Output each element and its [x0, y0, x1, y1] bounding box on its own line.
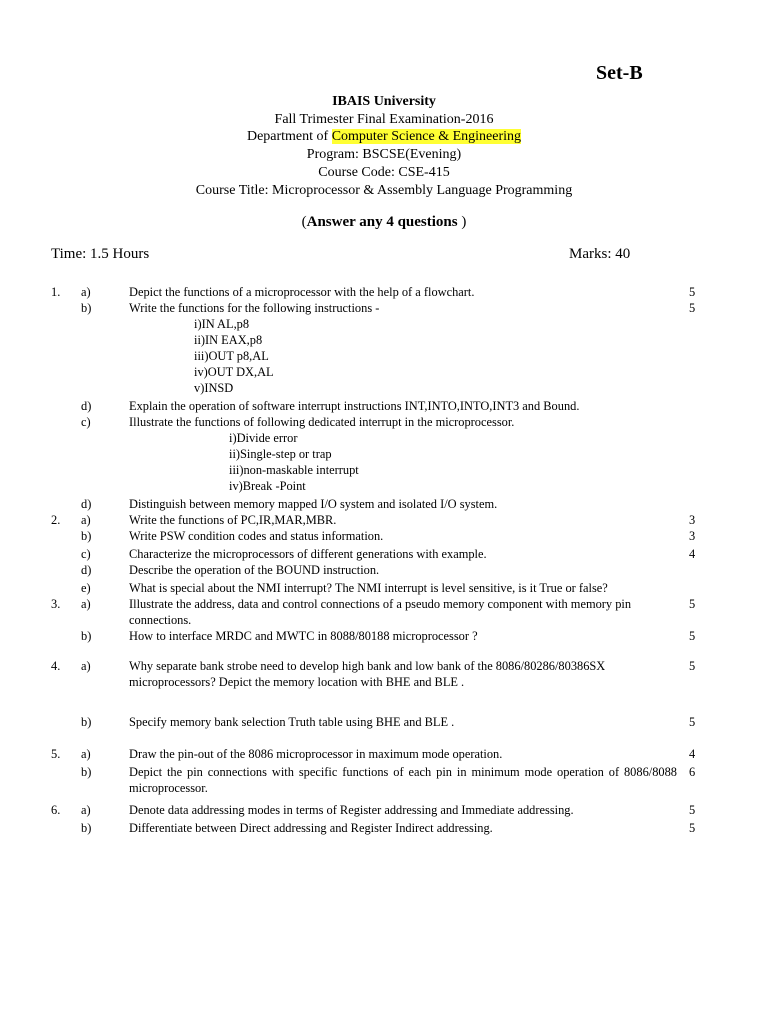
exam-title: Fall Trimester Final Examination-2016	[274, 112, 494, 127]
question-marks: 3	[689, 529, 696, 543]
instruction-close-paren: )	[457, 214, 467, 230]
question-text: Illustrate the functions of following dedicated interrupt in the microprocessor.	[129, 415, 515, 429]
sub-item: ii)Single-step or trap	[229, 447, 332, 461]
question-marks: 5	[689, 597, 696, 611]
question-marks: 5	[689, 285, 696, 299]
question-part: b)	[81, 629, 92, 643]
question-text: Write PSW condition codes and status information.	[129, 529, 384, 543]
course-title: Course Title: Microprocessor & Assembly Language Programming	[195, 183, 573, 198]
question-text: Describe the operation of the BOUND instruction.	[129, 563, 380, 577]
question-part: a)	[81, 513, 91, 527]
question-marks: 6	[689, 765, 696, 779]
question-text: Depict the functions of a microprocessor with the help of a flowchart.	[129, 285, 475, 299]
department-prefix: Department of	[246, 129, 332, 144]
question-text: Denote data addressing modes in terms of Register addressing and Immediate addressing.	[129, 803, 574, 817]
question-marks: 4	[689, 547, 696, 561]
question-part: d)	[81, 399, 92, 413]
course-code: Course Code: CSE-415	[318, 165, 450, 180]
sub-item: ii)IN EAX,p8	[194, 333, 263, 347]
question-part: b)	[81, 301, 92, 315]
question-text: Write the functions of PC,IR,MAR,MBR.	[129, 513, 337, 527]
question-marks: 5	[689, 629, 696, 643]
question-part: a)	[81, 803, 91, 817]
sub-item: iv)OUT DX,AL	[194, 365, 274, 379]
question-part: b)	[81, 765, 92, 779]
question-marks: 5	[689, 803, 696, 817]
total-marks: Marks: 40	[569, 246, 631, 262]
instruction-open-paren: (	[301, 214, 307, 230]
question-marks: 5	[689, 659, 696, 673]
department-name: Computer Science & Engineering	[331, 129, 522, 144]
program-line: Program: BSCSE(Evening)	[306, 147, 462, 162]
question-text: Explain the operation of software interrupt instructions INT,INTO,INTO,INT3 and Bound.	[129, 399, 580, 413]
question-text: Specify memory bank selection Truth table using BHE and BLE .	[129, 715, 455, 729]
question-text: Illustrate the address, data and control connections of a pseudo memory component with memory pin connections.	[129, 597, 632, 627]
question-text: Why separate bank strobe need to develop high bank and low bank of the 8086/80286/80386SX microprocessors? Depict the memory location with BHE and BLE .	[129, 659, 606, 689]
instruction-line	[0, 214, 768, 231]
question-part: c)	[81, 547, 91, 561]
question-text: Write the functions for the following instructions -	[129, 301, 380, 315]
sub-item: iii)OUT p8,AL	[194, 349, 269, 363]
question-part: b)	[81, 821, 92, 835]
question-marks: 5	[689, 715, 696, 729]
question-text: Draw the pin-out of the 8086 microprocessor in maximum mode operation.	[129, 747, 503, 761]
question-part: b)	[81, 529, 92, 543]
question-marks: 5	[689, 301, 696, 315]
question-part: a)	[81, 659, 91, 673]
department-line	[0, 129, 768, 145]
sub-item: i)Divide error	[229, 431, 298, 445]
question-part: b)	[81, 715, 92, 729]
question-part: c)	[81, 415, 91, 429]
sub-item: i)IN AL,p8	[194, 317, 250, 331]
question-text: Characterize the microprocessors of different generations with example.	[129, 547, 487, 561]
question-part: d)	[81, 497, 92, 511]
question-marks: 5	[689, 821, 696, 835]
question-part: d)	[81, 563, 92, 577]
question-text: What is special about the NMI interrupt? The NMI interrupt is level sensitive, is it True or false?	[129, 581, 608, 595]
sub-item: iii)non-maskable interrupt	[229, 463, 359, 477]
question-marks: 4	[689, 747, 696, 761]
question-text: How to interface MRDC and MWTC in 8088/80188 microprocessor ?	[129, 629, 478, 643]
question-text: Differentiate between Direct addressing and Register Indirect addressing.	[129, 821, 493, 835]
university-name: IBAIS University	[332, 94, 436, 109]
question-number: 2.	[51, 513, 61, 527]
question-part: a)	[81, 747, 91, 761]
question-marks: 3	[689, 513, 696, 527]
question-part: a)	[81, 597, 91, 611]
instruction-text: Answer any 4 questions	[306, 214, 458, 230]
question-number: 4.	[51, 659, 61, 673]
question-number: 3.	[51, 597, 61, 611]
question-number: 6.	[51, 803, 61, 817]
question-number: 1.	[51, 285, 61, 299]
set-label: Set-B	[596, 62, 643, 84]
sub-item: iv)Break -Point	[229, 479, 306, 493]
question-text: Distinguish between memory mapped I/O system and isolated I/O system.	[129, 497, 498, 511]
time-allowed: Time: 1.5 Hours	[51, 246, 150, 262]
question-number: 5.	[51, 747, 61, 761]
question-part: a)	[81, 285, 91, 299]
sub-item: v)INSD	[194, 381, 234, 395]
question-part: e)	[81, 581, 91, 595]
question-text: Depict the pin connections with specific functions of each pin in minimum mode operation of 8086/8088 microprocessor.	[129, 765, 677, 795]
